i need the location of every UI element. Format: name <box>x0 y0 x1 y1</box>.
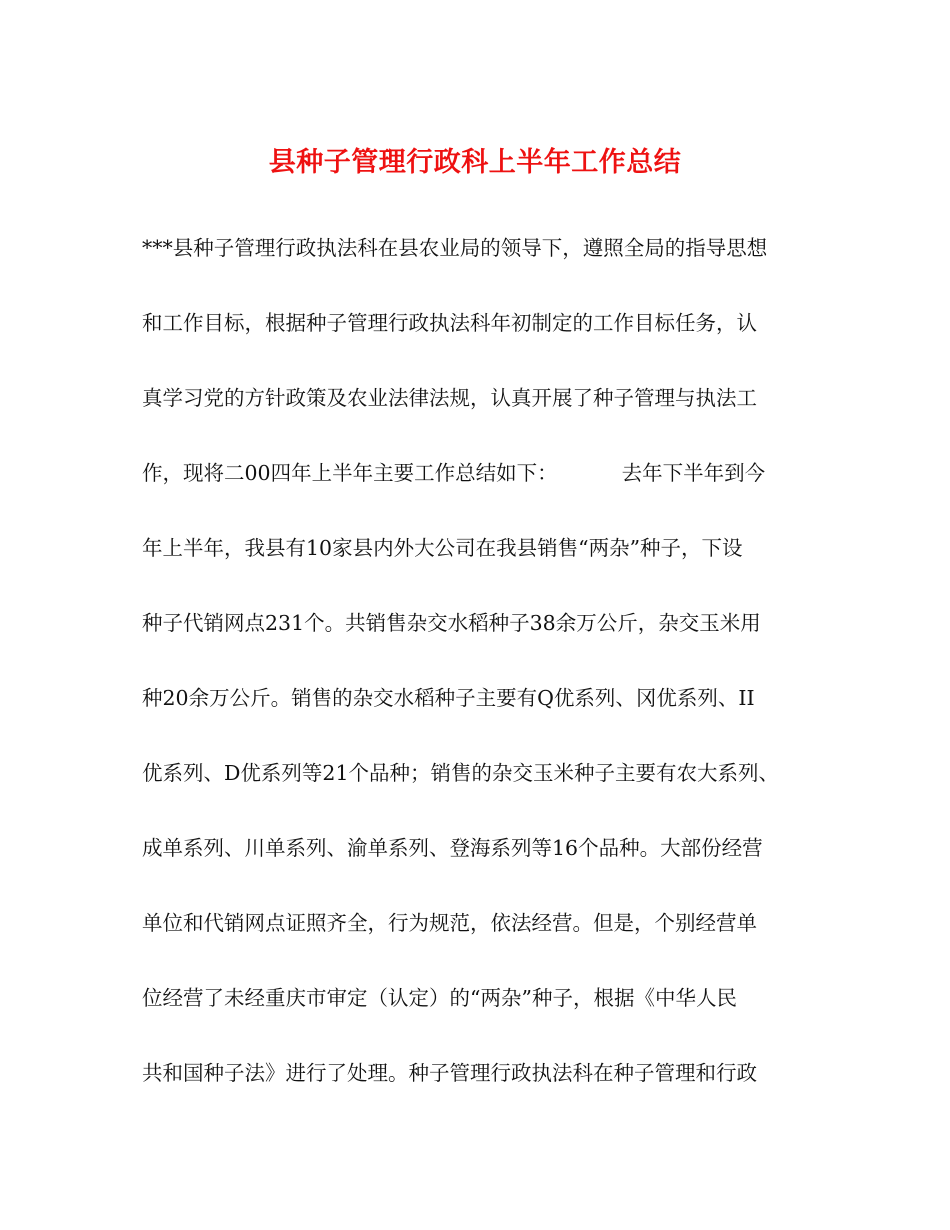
paragraph-line-start: 去年下半年到今 <box>621 461 766 485</box>
paragraph-line: ***县种子管理行政执法科在县农业局的领导下，遵照全局的指导思想 <box>142 236 768 260</box>
paragraph-line: 种20余万公斤。销售的杂交水稻种子主要有Q优系列、冈优系列、II <box>142 686 755 710</box>
document-body <box>142 218 822 1118</box>
paragraph-line: 单位和代销网点证照齐全，行为规范，依法经营。但是，个别经营单 <box>142 911 757 935</box>
paragraph-line: 种子代销网点231个。共销售杂交水稻种子38余万公斤，杂交玉米用 <box>142 611 761 635</box>
paragraph-line: 和工作目标，根据种子管理行政执法科年初制定的工作目标任务，认 <box>142 311 757 335</box>
document-title: 县种子管理行政科上半年工作总结 <box>268 147 682 178</box>
paragraph-line: 位经营了未经重庆市审定（认定）的“两杂”种子，根据《中华人民 <box>142 986 737 1010</box>
paragraph-line: 共和国种子法》进行了处理。种子管理行政执法科在种子管理和行政 <box>142 1061 757 1085</box>
paragraph-line: 成单系列、川单系列、渝单系列、登海系列等16个品种。大部份经营 <box>142 836 763 860</box>
paragraph-line-with-break <box>142 443 822 518</box>
paragraph-line: 优系列、D优系列等21个品种；销售的杂交玉米种子主要有农大系列、 <box>142 761 780 785</box>
paragraph-line: 真学习党的方针政策及农业法律法规，认真开展了种子管理与执法工 <box>142 386 757 410</box>
paragraph-line-end: 作，现将二00四年上半年主要工作总结如下： <box>142 461 558 485</box>
paragraph-line: 年上半年，我县有10家县内外大公司在我县销售“两杂”种子，下设 <box>142 536 743 560</box>
